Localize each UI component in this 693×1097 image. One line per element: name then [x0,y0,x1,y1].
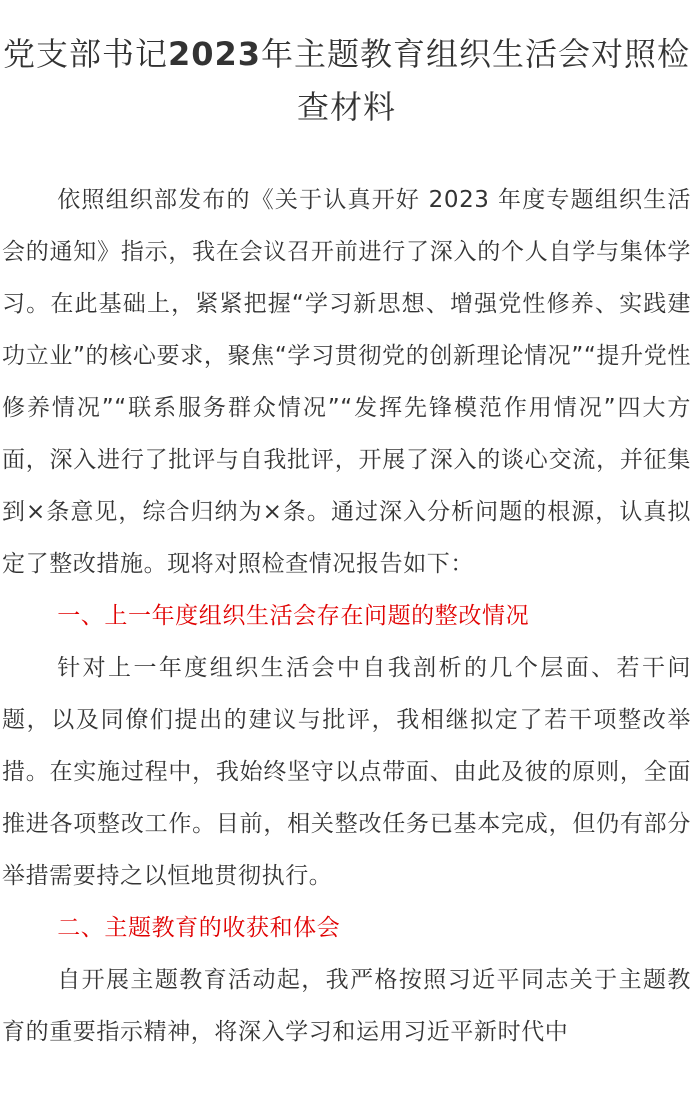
title-year: 2023 [167,35,262,73]
section-1-heading: 一、上一年度组织生活会存在问题的整改情况 [57,603,530,629]
section-1-paragraph: 针对上一年度组织生活会中自我剖析的几个层面、若干问题，以及同僚们提出的建议与批评，我相继拟定了若干项整改举措。在实施过程中，我始终坚守以点带面、由此及彼的原则，全面推进各项整改工作。目前，相关整改任务已基本完成，但仍有部分举措需要持之以恒地贯彻执行。 [2,655,691,889]
title-prefix: 党支部书记 [2,35,168,73]
section-2-paragraph: 自开展主题教育活动起，我严格按照习近平同志关于主题教育的重要指示精神，将深入学习和运用习近平新时代中 [2,967,691,1045]
title-suffix: 年主题教育组织生活会对照检查材料 [261,35,691,126]
document-body [0,174,693,1058]
document-title [0,0,693,134]
section-2-heading: 二、主题教育的收获和体会 [57,915,341,941]
intro-paragraph: 依照组织部发布的《关于认真开好 2023 年度专题组织生活会的通知》指示，我在会议召开前进行了深入的个人自学与集体学习。在此基础上，紧紧把握“学习新思想、增强党性修养、实践建功立业”的核心要求，聚焦“学习贯彻党的创新理论情况”“提升党性修养情况”“联系服务群众情况”“发挥先锋模范作用情况”四大方面，深入进行了批评与自我批评，开展了深入的谈心交流，并征集到×条意见，综合归纳为×条。通过深入分析问题的根源，认真拟定了整改措施。现将对照检查情况报告如下： [2,187,691,577]
